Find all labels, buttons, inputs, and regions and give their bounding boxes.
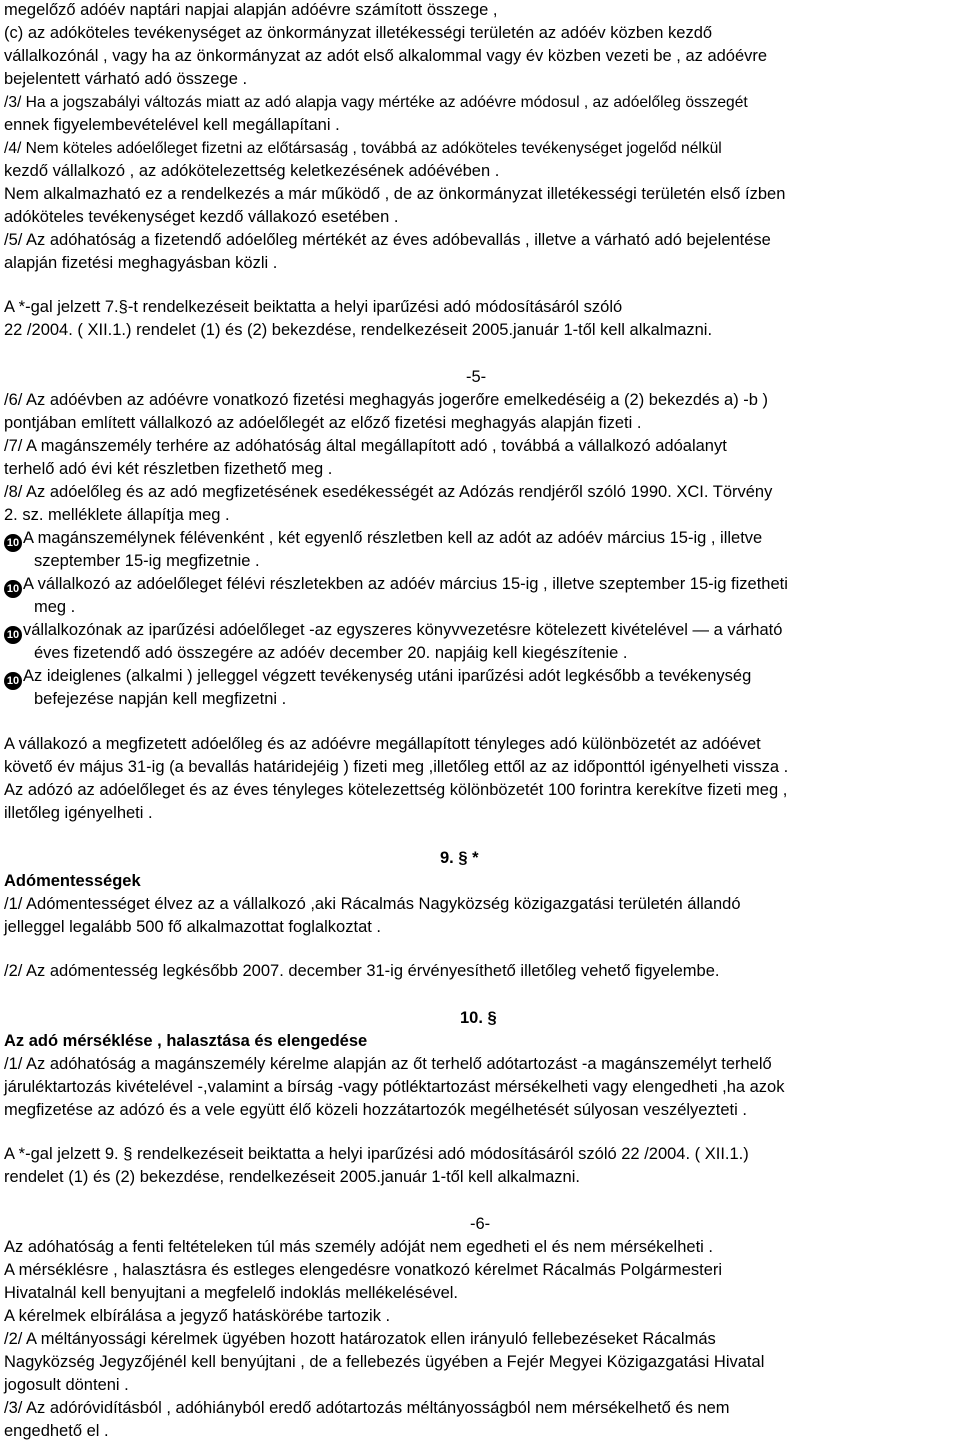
text-line: Hivatalnál kell benyujtani a megfelelő indoklás mellékelésével. [4, 1284, 458, 1302]
text-line: vállalkozónál , vagy ha az önkormányzat az adót első alkalommal vagy év közben vezeti be , az adóévre [4, 47, 768, 65]
text-line: A kérelmek elbírálása a jegyző hatáskörébe tartozik . [4, 1307, 391, 1325]
text-line: illetőleg igényelheti . [4, 804, 153, 822]
text-line: adóköteles tevékenységet kezdő vállakozó esetében . [4, 208, 399, 226]
text-line: megfizetése az adózó és a vele együtt élő közeli hozzátartozók megélhetését súlyosan veszélyezteti . [4, 1101, 747, 1119]
text-line: /6/ Az adóévben az adóévre vonatkozó fizetési meghagyás jogerőre emelkedéséig a (2) bekezdés a) -b ) [4, 391, 769, 409]
section-10 [4, 1030, 954, 1122]
text-line: Az adóhatóság a fenti feltételeken túl más személy adóját nem egedheti el és nem mérsékelheti . [4, 1238, 713, 1256]
section-title: Adómentességek [4, 872, 141, 890]
list-item-text: meg . [34, 598, 76, 616]
paragraph-block-payment [4, 389, 954, 527]
amendment-note-7 [4, 296, 954, 342]
list-item-text: szeptember 15-ig megfizetnie . [34, 552, 260, 570]
text-line: /8/ Az adóelőleg és az adó megfizetésének esedékességét az Adózás rendjéről szóló 1990. XCI. Törvény [4, 483, 773, 501]
text-line: /3/ Az adóróvidításból , adóhiányból eredő adótartozás méltányosságból nem mérsékelhető és nem [4, 1399, 730, 1417]
text-line: 22 /2004. ( XII.1.) rendelet (1) és (2) bekezdése, rendelkezéseit 2005.január 1-től kell alkalmazni. [4, 321, 713, 339]
circled-number-bullet-icon: 10 [4, 626, 22, 644]
list-item [4, 619, 954, 665]
circled-number-bullet-icon: 10 [4, 672, 22, 690]
section-9-paragraph-2 [4, 960, 954, 983]
paragraph-block-reduction [4, 1236, 954, 1443]
text-line: rendelet (1) és (2) bekezdése, rendelkezéseit 2005.január 1-től kell alkalmazni. [4, 1168, 580, 1186]
list-item-text: A magánszemélynek félévenként , két egyenlő részletben kell az adót az adóév március 15-ig , illetve [23, 529, 763, 547]
text-line: bejelentett várható adó összege . [4, 70, 248, 88]
text-line: /7/ A magánszemély terhére az adóhatóság által megállapított adó , továbbá a vállalkozó adóalanyt [4, 437, 727, 455]
paragraph-block-advance-tax [4, 0, 954, 275]
list-item [4, 573, 954, 619]
text-line: /1/ Az adóhatóság a magánszemély kérelme alapján az őt terhelő adótartozást -a magánszemélyt terhelő [4, 1055, 772, 1073]
text-line: A *-gal jelzett 7.§-t rendelkezéseit beiktatta a helyi iparűzési adó módosításáról szóló [4, 298, 623, 316]
text-line: megelőző adóév naptári napjai alapján adóévre számított összege , [4, 1, 498, 19]
text-line: /2/ A méltányossági kérelmek ügyében hozott határozatok ellen irányuló fellebezéseket Rácalmás [4, 1330, 716, 1348]
text-line: pontjában említett vállalkozó az adóelőlegét az előző fizetési meghagyás alapján fizeti . [4, 414, 642, 432]
text-line: /2/ Az adómentesség legkésőbb 2007. december 31-ig érvényesíthető illetőleg vehető figyelembe. [4, 962, 720, 980]
page-number: -5- [466, 368, 487, 386]
text-line: /4/ Nem köteles adóelőleget fizetni az előtársaság , továbbá az adóköteles tevékenységet jogelőd nélkül [4, 140, 722, 157]
text-line: A mérséklésre , halasztásra és estleges elengedésre vonatkozó kérelmet Rácalmás Polgármesteri [4, 1261, 723, 1279]
page-number: -6- [470, 1215, 491, 1233]
text-line: jogosult dönteni . [4, 1376, 129, 1394]
amendment-note-9 [4, 1143, 954, 1189]
circled-number-bullet-icon: 10 [4, 580, 22, 598]
text-line: kezdő vállalkozó , az adókötelezettség keletkezésének adóévében . [4, 162, 500, 180]
list-item [4, 665, 954, 711]
section-number-10: 10. § [460, 1009, 497, 1027]
list-item [4, 527, 954, 573]
text-line: A *-gal jelzett 9. § rendelkezéseit beiktatta a helyi iparűzési adó módosításáról szóló 22 /2004. ( XII.1.) [4, 1145, 749, 1163]
text-line: (c) az adóköteles tevékenységet az önkormányzat illetékességi területén az adóév közben kezdő [4, 24, 713, 42]
section-number-9: 9. § * [440, 849, 479, 867]
text-line: követő év május 31-ig (a bevallás határidejéig ) fizeti meg ,illetőleg ettől az az időponttól igényelheti vissza . [4, 758, 789, 776]
text-line: /3/ Ha a jogszabályi változás miatt az adó alapja vagy mértéke az adóévre módosul , az adóelőleg összegét [4, 94, 748, 111]
section-title: Az adó mérséklése , halasztása és elengedése [4, 1032, 368, 1050]
text-line: járuléktartozás kivételével -,valamint a bírság -vagy pótléktartozást mérsékelheti vagy elengedheti ,ha azok [4, 1078, 785, 1096]
text-line: engedhető el . [4, 1422, 109, 1440]
section-9 [4, 870, 954, 939]
text-line: Nagyközség Jegyzőjénél kell benyújtani , de a fellebezés ügyében a Fejér Megyei Közigazgatási Hivatal [4, 1353, 765, 1371]
list-item-text: A vállalkozó az adóelőleget félévi részletekben az adóév március 15-ig , illetve szeptember 15-ig fizetheti [23, 575, 788, 593]
text-line: 2. sz. melléklete állapítja meg . [4, 506, 230, 524]
text-line: Nem alkalmazható ez a rendelkezés a már működő , de az önkormányzat illetékességi területén első ízben [4, 185, 786, 203]
circled-number-bullet-icon: 10 [4, 534, 22, 552]
list-item-text: befejezése napján kell megfizetni . [34, 690, 287, 708]
text-line: ennek figyelembevételével kell megállapítani . [4, 116, 340, 134]
text-line: A vállakozó a megfizetett adóelőleg és az adóévre megállapított tényleges adó különbözetét az adóévet [4, 735, 761, 753]
text-line: /1/ Adómentességet élvez az a vállalkozó ,aki Rácalmás Nagyközség közigazgatási területén állandó [4, 895, 741, 913]
text-line: /5/ Az adóhatóság a fizetendő adóelőleg mértékét az éves adóbevallás , illetve a várható adó bejelentése [4, 231, 771, 249]
text-line: terhelő adó évi két részletben fizethető meg . [4, 460, 333, 478]
list-item-text: vállalkozónak az iparűzési adóelőleget -az egyszeres könyvvezetésre kötelezett kivételével — a várható [23, 621, 783, 639]
text-line: jelleggel legalább 500 fő alkalmazottat foglalkoztat . [4, 918, 381, 936]
list-item-text: éves fizetendő adó összegére az adóév december 20. napjáig kell kiegészítenie . [34, 644, 628, 662]
paragraph-block-settlement [4, 733, 954, 825]
text-line: Az adózó az adóelőleget és az éves tényleges kötelezettség kölönbözetét 100 forintra kerekítve fizeti meg , [4, 781, 788, 799]
bullet-list [4, 527, 954, 711]
list-item-text: Az ideiglenes (alkalmi ) jelleggel végzett tevékenység utáni iparűzési adót legkésőbb a tevékenység [23, 667, 752, 685]
text-line: alapján fizetési meghagyásban közli . [4, 254, 278, 272]
